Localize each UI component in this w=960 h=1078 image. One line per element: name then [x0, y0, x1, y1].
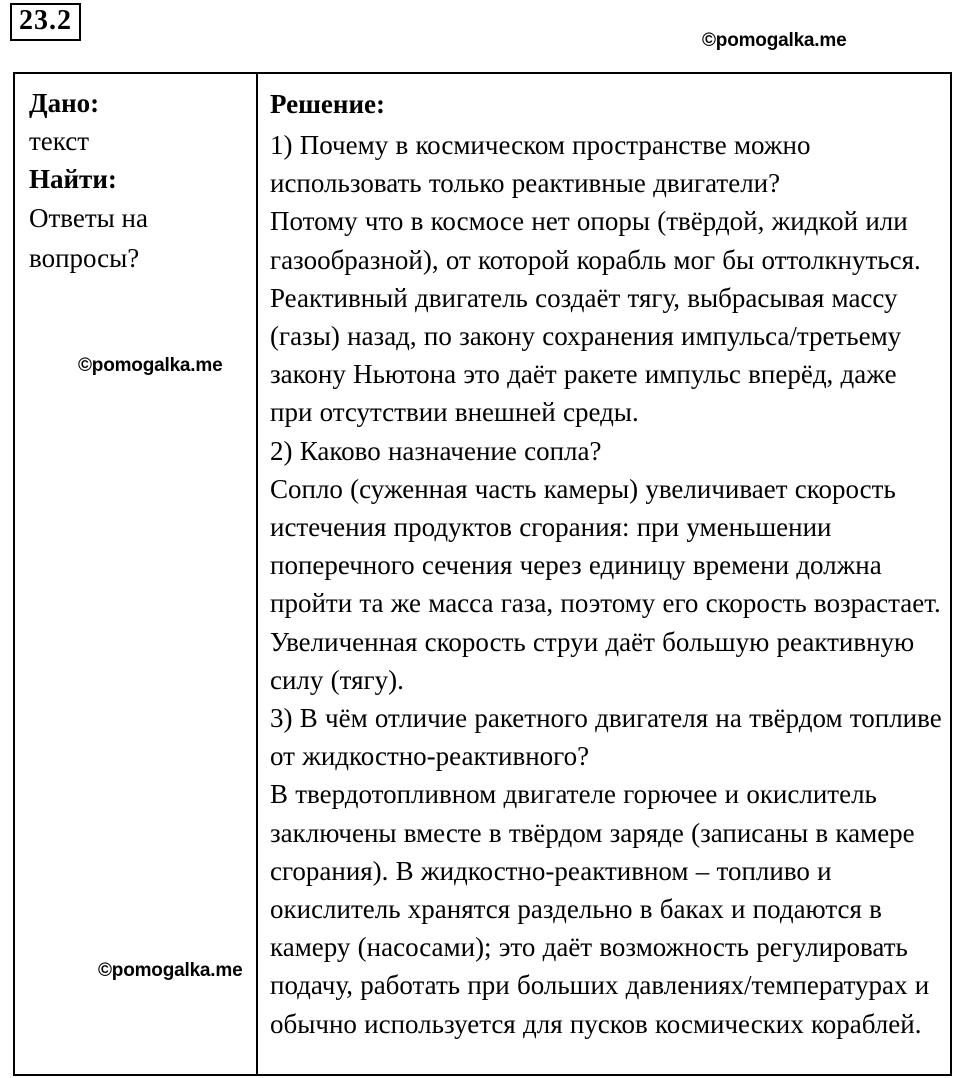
- solution-table: [13, 72, 952, 1076]
- solution-question-1: 1) Почему в космическом пространстве можно использовать только реактивные двигатели?: [270, 130, 811, 199]
- solution-answer-2: Сопло (суженная часть камеры) увеличивает скорость истечения продуктов сгорания: при уменьшении поперечного сечения через единицу времени должна пройти та же масса газа, поэтому его скорость возрастает. Увеличенная скорость струи даёт большую реактивную силу (тягу).: [270, 473, 941, 695]
- given-heading: Дано:: [29, 88, 100, 118]
- watermark-top-right: ©pomogalka.me: [702, 30, 847, 51]
- watermark-given-upper: ©pomogalka.me: [78, 355, 223, 376]
- solution-answer-1: Потому что в космосе нет опоры (твёрдой, жидкой или газообразной), от которой корабль мог бы оттолкнуться. Реактивный двигатель создаёт тягу, выбрасывая массу (газы) назад, по закону сохранения импульса/третьему закону Ньютона это даёт ракете импульс вперёд, даже при отсутствии внешней среды.: [270, 206, 921, 428]
- solution-heading: Решение:: [270, 89, 385, 119]
- given-column: [15, 74, 258, 1074]
- solution-column: [258, 74, 950, 1074]
- solution-question-2: 2) Каково назначение сопла?: [270, 435, 602, 466]
- page-header: [0, 0, 960, 72]
- given-value: текст: [29, 126, 90, 156]
- task-number-badge: 23.2: [10, 3, 81, 41]
- watermark-given-lower: ©pomogalka.me: [98, 960, 243, 981]
- solution-answer-3: В твердотопливном двигателе горючее и окислитель заключены вместе в твёрдом заряде (записаны в камере сгорания). В жидкостно-реактивном – топливо и окислитель хранятся раздельно в баках и подаются в камеру (насосами); это даёт возможность регулировать подачу, работать при больших давлениях/температурах и обычно используется для пусков космических кораблей.: [270, 779, 930, 1039]
- find-value: Ответы на вопросы?: [29, 203, 148, 273]
- find-heading: Найти:: [29, 164, 117, 194]
- solution-question-3: 3) В чём отличие ракетного двигателя на твёрдом топливе от жидкостно-реактивного?: [270, 703, 942, 772]
